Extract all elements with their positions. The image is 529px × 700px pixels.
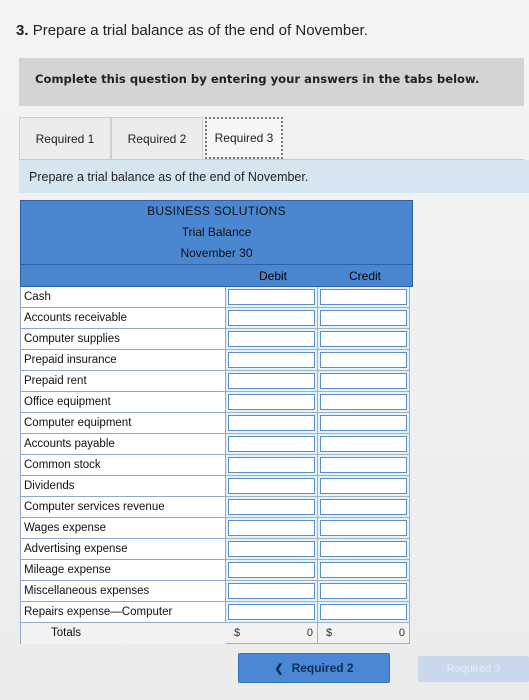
credit-input[interactable] xyxy=(320,415,407,431)
debit-input[interactable] xyxy=(228,289,315,305)
credit-input[interactable] xyxy=(320,436,407,452)
credit-cell xyxy=(318,413,410,434)
debit-cell xyxy=(226,539,318,560)
debit-cell xyxy=(226,308,318,329)
column-headers xyxy=(20,265,413,287)
debit-cell xyxy=(226,518,318,539)
credit-cell xyxy=(318,392,410,413)
debit-cell xyxy=(226,560,318,581)
instruction-bar xyxy=(19,160,529,193)
credit-input[interactable] xyxy=(320,373,407,389)
debit-input[interactable] xyxy=(228,583,315,599)
debit-cell xyxy=(226,392,318,413)
account-name: Prepaid rent xyxy=(20,371,226,392)
debit-input[interactable] xyxy=(228,352,315,368)
account-name: Dividends xyxy=(20,476,226,497)
question-text: Prepare a trial balance as of the end of November. xyxy=(32,22,368,39)
credit-cell xyxy=(318,371,410,392)
totals-row xyxy=(20,623,413,644)
tab-required-1[interactable]: Required 1 xyxy=(19,117,111,159)
debit-total-value: 0 xyxy=(306,627,313,639)
account-name: Common stock xyxy=(20,455,226,476)
credit-cell xyxy=(318,602,410,623)
debit-input[interactable] xyxy=(228,478,315,494)
table-row xyxy=(20,434,413,455)
table-row xyxy=(20,476,413,497)
account-name: Advertising expense xyxy=(20,539,226,560)
debit-cell xyxy=(226,371,318,392)
account-name: Accounts payable xyxy=(20,434,226,455)
credit-input[interactable] xyxy=(320,331,407,347)
credit-input[interactable] xyxy=(320,352,407,368)
credit-input[interactable] xyxy=(320,604,407,620)
debit-cell xyxy=(226,581,318,602)
table-row xyxy=(20,413,413,434)
debit-cell xyxy=(226,602,318,623)
debit-input[interactable] xyxy=(228,562,315,578)
credit-cell xyxy=(318,476,410,497)
statement-title: Trial Balance xyxy=(181,225,252,239)
credit-total xyxy=(318,623,410,644)
tab-required-3[interactable]: Required 3 xyxy=(205,117,283,159)
credit-cell xyxy=(318,539,410,560)
debit-input[interactable] xyxy=(228,457,315,473)
table-row xyxy=(20,308,413,329)
table-row xyxy=(20,455,413,476)
credit-cell xyxy=(318,560,410,581)
credit-cell xyxy=(318,497,410,518)
credit-input[interactable] xyxy=(320,310,407,326)
credit-cell xyxy=(318,455,410,476)
debit-input[interactable] xyxy=(228,541,315,557)
credit-input[interactable] xyxy=(320,394,407,410)
account-name: Repairs expense—Computer xyxy=(20,602,226,623)
credit-cell xyxy=(318,329,410,350)
credit-cell xyxy=(318,350,410,371)
credit-input[interactable] xyxy=(320,457,407,473)
debit-cell xyxy=(226,497,318,518)
table-row xyxy=(20,287,413,308)
account-name: Miscellaneous expenses xyxy=(20,581,226,602)
table-row xyxy=(20,497,413,518)
statement-date: November 30 xyxy=(180,246,253,260)
debit-input[interactable] xyxy=(228,436,315,452)
debit-currency: $ xyxy=(234,627,241,639)
account-name: Computer services revenue xyxy=(20,497,226,518)
debit-input[interactable] xyxy=(228,373,315,389)
tab-bar xyxy=(19,117,524,160)
debit-column-header: Debit xyxy=(258,269,287,283)
company-name: BUSINESS SOLUTIONS xyxy=(147,204,286,218)
account-name: Mileage expense xyxy=(20,560,226,581)
debit-input[interactable] xyxy=(228,499,315,515)
table-row xyxy=(20,539,413,560)
credit-cell xyxy=(318,518,410,539)
credit-input[interactable] xyxy=(320,499,407,515)
credit-cell xyxy=(318,287,410,308)
debit-cell xyxy=(226,476,318,497)
account-name: Prepaid insurance xyxy=(20,350,226,371)
account-name: Cash xyxy=(20,287,226,308)
account-name: Accounts receivable xyxy=(20,308,226,329)
table-row xyxy=(20,371,413,392)
credit-column-header: Credit xyxy=(348,269,381,283)
debit-input[interactable] xyxy=(228,520,315,536)
table-row xyxy=(20,560,413,581)
prev-required-button[interactable] xyxy=(238,653,390,683)
account-name: Wages expense xyxy=(20,518,226,539)
table-row xyxy=(20,392,413,413)
tab-required-2[interactable]: Required 2 xyxy=(111,117,203,159)
credit-cell xyxy=(318,308,410,329)
debit-cell xyxy=(226,329,318,350)
table-row xyxy=(20,518,413,539)
table-row xyxy=(20,602,413,623)
account-name: Computer supplies xyxy=(20,329,226,350)
trial-balance-table xyxy=(20,200,413,644)
debit-cell xyxy=(226,455,318,476)
table-row xyxy=(20,350,413,371)
debit-cell xyxy=(226,350,318,371)
debit-input[interactable] xyxy=(228,310,315,326)
credit-input[interactable] xyxy=(320,478,407,494)
credit-cell xyxy=(318,434,410,455)
totals-label: Totals xyxy=(20,623,226,644)
question-title xyxy=(16,22,368,39)
credit-currency: $ xyxy=(326,627,333,639)
prev-button-label: Required 2 xyxy=(291,661,354,675)
debit-total xyxy=(226,623,318,644)
next-required-button[interactable]: Required 3 xyxy=(418,656,529,682)
banner-text: Complete this question by entering your answers in the tabs below. xyxy=(35,72,480,86)
account-name: Office equipment xyxy=(20,392,226,413)
debit-cell xyxy=(226,413,318,434)
credit-input[interactable] xyxy=(320,520,407,536)
debit-cell xyxy=(226,287,318,308)
debit-input[interactable] xyxy=(228,415,315,431)
debit-input[interactable] xyxy=(228,394,315,410)
credit-input[interactable] xyxy=(320,562,407,578)
chevron-left-icon: ❮ xyxy=(274,663,284,675)
credit-cell xyxy=(318,581,410,602)
table-row xyxy=(20,581,413,602)
account-name: Computer equipment xyxy=(20,413,226,434)
account-column-header xyxy=(21,265,227,286)
credit-total-value: 0 xyxy=(398,627,405,639)
credit-input[interactable] xyxy=(320,289,407,305)
instructions-banner xyxy=(19,58,524,106)
trial-balance-header xyxy=(20,200,413,265)
table-row xyxy=(20,329,413,350)
account-rows xyxy=(20,287,413,623)
question-number: 3. xyxy=(16,22,29,39)
instruction-text: Prepare a trial balance as of the end of November. xyxy=(29,170,309,184)
debit-input[interactable] xyxy=(228,331,315,347)
credit-input[interactable] xyxy=(320,541,407,557)
credit-input[interactable] xyxy=(320,583,407,599)
debit-input[interactable] xyxy=(228,604,315,620)
debit-cell xyxy=(226,434,318,455)
